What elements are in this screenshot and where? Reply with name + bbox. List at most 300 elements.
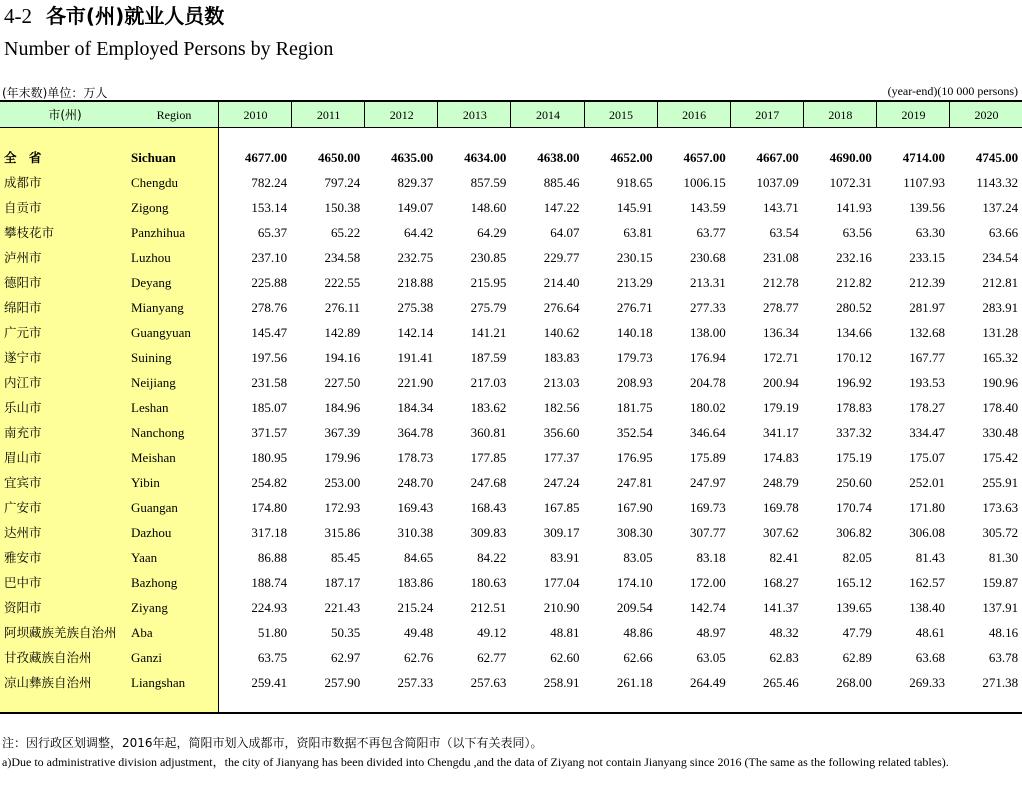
footnote-en: a)Due to administrative division adjustment，the city of Jianyang has been divided into Chengdu ,and the data of Ziyang not contain Jianyang since 2016 (The same as the following related tables). — [2, 755, 949, 769]
value-cell: 248.70 — [397, 475, 434, 490]
value-cell: 168.27 — [763, 575, 799, 590]
value-cell: 221.90 — [397, 375, 434, 390]
row-region-en: Dazhou — [131, 525, 172, 540]
value-cell: 178.27 — [909, 400, 945, 415]
value-cell: 356.60 — [543, 425, 580, 440]
value-cell: 4677.00 — [244, 150, 288, 165]
value-cell: 176.95 — [616, 450, 653, 465]
table-row — [0, 295, 1022, 320]
value-cell: 210.90 — [543, 600, 580, 615]
table-row — [0, 445, 1022, 470]
value-cell: 307.77 — [689, 525, 726, 540]
value-cell: 232.16 — [836, 250, 872, 265]
value-cell: 275.38 — [397, 300, 434, 315]
value-cell: 257.63 — [470, 675, 507, 690]
row-region-en: Nanchong — [131, 425, 185, 440]
value-cell: 214.40 — [543, 275, 580, 290]
value-cell: 175.19 — [836, 450, 872, 465]
header-region: Region — [156, 108, 192, 122]
table-row — [0, 570, 1022, 595]
value-cell: 149.07 — [397, 200, 434, 215]
unit-label-cn: (年末数)单位：万人 — [2, 86, 108, 100]
value-cell: 63.05 — [696, 650, 726, 665]
value-cell: 81.30 — [988, 550, 1019, 565]
value-cell: 169.43 — [397, 500, 434, 515]
value-cell: 230.68 — [689, 250, 726, 265]
row-city-cn: 乐山市 — [4, 400, 42, 415]
value-cell: 137.91 — [982, 600, 1019, 615]
value-cell: 165.12 — [836, 575, 872, 590]
table-row — [0, 495, 1022, 520]
value-cell: 172.00 — [689, 575, 726, 590]
title-cn-text: 各市(州)就业人员数 — [45, 4, 225, 28]
value-cell: 221.43 — [324, 600, 361, 615]
row-city-cn: 眉山市 — [4, 450, 42, 465]
value-cell: 1006.15 — [683, 175, 726, 190]
value-cell: 142.14 — [397, 325, 434, 340]
value-cell: 1072.31 — [829, 175, 872, 190]
value-cell: 179.73 — [616, 350, 653, 365]
value-cell: 142.74 — [689, 600, 726, 615]
value-cell: 50.35 — [330, 625, 361, 640]
value-cell: 264.49 — [689, 675, 726, 690]
header-divider-vertical — [364, 102, 365, 128]
value-cell: 153.14 — [251, 200, 288, 215]
value-cell: 83.18 — [696, 550, 726, 565]
value-cell: 257.33 — [397, 675, 434, 690]
row-region-en: Ziyang — [131, 600, 168, 615]
value-cell: 48.61 — [915, 625, 945, 640]
value-cell: 229.77 — [543, 250, 580, 265]
value-cell: 352.54 — [616, 425, 653, 440]
row-city-cn: 资阳市 — [4, 600, 42, 615]
header-city: 市(州) — [48, 108, 82, 122]
header-year: 2013 — [462, 108, 487, 122]
value-cell: 82.41 — [769, 550, 799, 565]
footnote-cn: 注：因行政区划调整，2016年起，简阳市划入成都市，资阳市数据不再包含简阳市（以下有关表同）。 — [2, 736, 543, 750]
value-cell: 63.56 — [842, 225, 872, 240]
table-row — [0, 670, 1022, 695]
value-cell: 885.46 — [543, 175, 580, 190]
table-row — [0, 345, 1022, 370]
value-cell: 62.66 — [623, 650, 653, 665]
row-city-cn: 巴中市 — [4, 575, 42, 590]
value-cell: 177.04 — [543, 575, 580, 590]
header-divider-vertical — [949, 102, 950, 128]
header-year: 2018 — [828, 108, 853, 122]
value-cell: 213.29 — [616, 275, 653, 290]
table-row — [0, 420, 1022, 445]
value-cell: 48.81 — [550, 625, 580, 640]
value-cell: 247.68 — [470, 475, 507, 490]
page-title-en: Number of Employed Persons by Region — [4, 38, 334, 60]
value-cell: 278.77 — [763, 300, 799, 315]
value-cell: 4634.00 — [464, 150, 507, 165]
value-cell: 307.62 — [763, 525, 799, 540]
row-region-en: Meishan — [131, 450, 176, 465]
header-divider-vertical — [291, 102, 292, 128]
value-cell: 169.73 — [689, 500, 726, 515]
row-region-en: Liangshan — [131, 675, 186, 690]
value-cell: 190.96 — [982, 375, 1019, 390]
value-cell: 4714.00 — [902, 150, 945, 165]
value-cell: 175.07 — [909, 450, 945, 465]
value-cell: 309.83 — [470, 525, 507, 540]
row-city-cn: 雅安市 — [4, 550, 42, 565]
value-cell: 162.57 — [909, 575, 945, 590]
value-cell: 225.88 — [251, 275, 288, 290]
value-cell: 253.00 — [324, 475, 361, 490]
value-cell: 63.54 — [769, 225, 799, 240]
value-cell: 4657.00 — [683, 150, 726, 165]
value-cell: 1143.32 — [976, 175, 1019, 190]
value-cell: 268.00 — [836, 675, 872, 690]
page-title-cn — [4, 4, 224, 28]
value-cell: 140.18 — [616, 325, 653, 340]
value-cell: 215.95 — [470, 275, 507, 290]
value-cell: 281.97 — [909, 300, 945, 315]
value-cell: 65.22 — [330, 225, 361, 240]
value-cell: 168.43 — [470, 500, 507, 515]
value-cell: 134.66 — [836, 325, 872, 340]
row-city-cn: 达州市 — [4, 525, 42, 540]
value-cell: 183.86 — [397, 575, 434, 590]
value-cell: 317.18 — [251, 525, 288, 540]
value-cell: 63.66 — [988, 225, 1019, 240]
value-cell: 139.65 — [836, 600, 872, 615]
value-cell: 145.91 — [616, 200, 653, 215]
value-cell: 62.89 — [842, 650, 872, 665]
value-cell: 231.08 — [763, 250, 799, 265]
value-cell: 4745.00 — [975, 150, 1019, 165]
value-cell: 63.75 — [257, 650, 288, 665]
value-cell: 283.91 — [982, 300, 1019, 315]
value-cell: 252.01 — [909, 475, 945, 490]
value-cell: 82.05 — [842, 550, 872, 565]
value-cell: 234.58 — [324, 250, 361, 265]
row-region-en: Zigong — [131, 200, 169, 215]
value-cell: 143.59 — [689, 200, 726, 215]
value-cell: 165.32 — [982, 350, 1019, 365]
header-year: 2016 — [682, 108, 707, 122]
table-row — [0, 395, 1022, 420]
row-city-cn: 阿坝藏族羌族自治州 — [4, 625, 117, 640]
row-city-cn: 全 省 — [4, 150, 46, 165]
value-cell: 315.86 — [324, 525, 361, 540]
row-region-en: Mianyang — [131, 300, 184, 315]
value-cell: 143.71 — [763, 200, 799, 215]
value-cell: 261.18 — [616, 675, 653, 690]
value-cell: 141.93 — [836, 200, 872, 215]
value-cell: 330.48 — [982, 425, 1019, 440]
table-row — [0, 320, 1022, 345]
row-region-en: Bazhong — [131, 575, 178, 590]
value-cell: 62.76 — [404, 650, 434, 665]
value-cell: 360.81 — [470, 425, 507, 440]
value-cell: 213.03 — [543, 375, 580, 390]
value-cell: 782.24 — [251, 175, 288, 190]
value-cell: 48.16 — [988, 625, 1019, 640]
row-city-cn: 广安市 — [4, 500, 42, 515]
row-region-en: Neijiang — [131, 375, 176, 390]
value-cell: 247.24 — [543, 475, 580, 490]
value-cell: 83.05 — [623, 550, 653, 565]
value-cell: 167.85 — [543, 500, 580, 515]
value-cell: 212.82 — [836, 275, 872, 290]
value-cell: 265.46 — [763, 675, 799, 690]
header-year: 2011 — [316, 108, 341, 122]
value-cell: 62.97 — [330, 650, 361, 665]
table-number: 4-2 — [4, 4, 32, 28]
header-divider-vertical — [657, 102, 658, 128]
table-row — [0, 545, 1022, 570]
table-row — [0, 470, 1022, 495]
value-cell: 4652.00 — [610, 150, 653, 165]
value-cell: 213.31 — [689, 275, 726, 290]
value-cell: 48.86 — [623, 625, 653, 640]
row-region-en: Panzhihua — [131, 225, 186, 240]
row-region-en: Yaan — [131, 550, 158, 565]
header-year: 2012 — [389, 108, 414, 122]
value-cell: 179.19 — [763, 400, 799, 415]
header-year: 2014 — [535, 108, 560, 122]
value-cell: 148.60 — [470, 200, 507, 215]
value-cell: 334.47 — [909, 425, 945, 440]
value-cell: 196.92 — [836, 375, 872, 390]
value-cell: 62.60 — [550, 650, 580, 665]
value-cell: 231.58 — [251, 375, 288, 390]
value-cell: 204.78 — [689, 375, 726, 390]
row-region-en: Aba — [131, 625, 153, 640]
value-cell: 173.63 — [982, 500, 1019, 515]
row-region-en: Guangyuan — [131, 325, 191, 340]
value-cell: 172.71 — [763, 350, 799, 365]
value-cell: 139.56 — [909, 200, 945, 215]
value-cell: 177.37 — [543, 450, 580, 465]
value-cell: 140.62 — [543, 325, 580, 340]
value-cell: 306.82 — [836, 525, 872, 540]
value-cell: 247.81 — [616, 475, 653, 490]
value-cell: 84.22 — [477, 550, 507, 565]
value-cell: 234.54 — [982, 250, 1019, 265]
value-cell: 224.93 — [251, 600, 288, 615]
value-cell: 174.10 — [616, 575, 653, 590]
value-cell: 188.74 — [251, 575, 288, 590]
value-cell: 255.91 — [982, 475, 1019, 490]
value-cell: 184.34 — [397, 400, 434, 415]
row-region-en: Sichuan — [131, 150, 176, 165]
value-cell: 233.15 — [909, 250, 945, 265]
value-cell: 62.83 — [769, 650, 799, 665]
row-city-cn: 遂宁市 — [4, 350, 42, 365]
value-cell: 63.30 — [915, 225, 945, 240]
value-cell: 180.95 — [251, 450, 288, 465]
value-cell: 191.41 — [397, 350, 434, 365]
table-row — [0, 195, 1022, 220]
header-year: 2015 — [609, 108, 634, 122]
table-row — [0, 520, 1022, 545]
value-cell: 145.47 — [251, 325, 288, 340]
row-city-cn: 自贡市 — [4, 200, 42, 215]
row-region-en: Luzhou — [131, 250, 171, 265]
value-cell: 81.43 — [915, 550, 945, 565]
header-divider-vertical — [730, 102, 731, 128]
value-cell: 217.03 — [470, 375, 507, 390]
row-region-en: Deyang — [131, 275, 172, 290]
value-cell: 179.96 — [324, 450, 361, 465]
value-cell: 174.83 — [763, 450, 799, 465]
value-cell: 215.24 — [397, 600, 434, 615]
value-cell: 829.37 — [397, 175, 434, 190]
row-region-en: Yibin — [131, 475, 160, 490]
value-cell: 212.78 — [763, 275, 799, 290]
value-cell: 177.85 — [470, 450, 507, 465]
value-cell: 259.41 — [251, 675, 288, 690]
value-cell: 276.71 — [616, 300, 653, 315]
value-cell: 212.51 — [470, 600, 507, 615]
value-cell: 49.48 — [404, 625, 434, 640]
row-region-en: Guangan — [131, 500, 178, 515]
header-divider-vertical — [584, 102, 585, 128]
header-year: 2019 — [901, 108, 926, 122]
row-city-cn: 攀枝花市 — [4, 225, 55, 240]
value-cell: 276.64 — [543, 300, 580, 315]
value-cell: 310.38 — [397, 525, 434, 540]
value-cell: 174.80 — [251, 500, 288, 515]
value-cell: 170.74 — [836, 500, 872, 515]
value-cell: 63.68 — [915, 650, 945, 665]
value-cell: 131.28 — [982, 325, 1019, 340]
value-cell: 218.88 — [397, 275, 434, 290]
value-cell: 141.37 — [763, 600, 799, 615]
value-cell: 4635.00 — [391, 150, 434, 165]
value-cell: 83.91 — [550, 550, 580, 565]
value-cell: 364.78 — [397, 425, 434, 440]
row-city-cn: 内江市 — [4, 375, 42, 390]
value-cell: 169.78 — [763, 500, 799, 515]
value-cell: 167.77 — [909, 350, 945, 365]
row-city-cn: 成都市 — [4, 175, 42, 190]
value-cell: 63.81 — [623, 225, 653, 240]
header-year: 2010 — [243, 108, 268, 122]
value-cell: 193.53 — [909, 375, 945, 390]
table-row — [0, 220, 1022, 245]
value-cell: 230.15 — [616, 250, 653, 265]
value-cell: 138.40 — [909, 600, 945, 615]
table-row — [0, 170, 1022, 195]
value-cell: 184.96 — [324, 400, 361, 415]
row-city-cn: 泸州市 — [4, 250, 42, 265]
value-cell: 176.94 — [689, 350, 726, 365]
value-cell: 65.37 — [257, 225, 288, 240]
value-cell: 4638.00 — [537, 150, 580, 165]
value-cell: 918.65 — [616, 175, 653, 190]
header-divider-vertical — [510, 102, 511, 128]
table-row-total — [0, 145, 1022, 170]
value-cell: 47.79 — [842, 625, 872, 640]
value-cell: 64.42 — [404, 225, 434, 240]
value-cell: 172.93 — [324, 500, 361, 515]
value-cell: 305.72 — [982, 525, 1019, 540]
value-cell: 159.87 — [982, 575, 1019, 590]
value-cell: 175.42 — [982, 450, 1019, 465]
value-cell: 371.57 — [251, 425, 288, 440]
value-cell: 49.12 — [477, 625, 507, 640]
row-city-cn: 南充市 — [4, 425, 42, 440]
value-cell: 183.83 — [543, 350, 580, 365]
value-cell: 278.76 — [251, 300, 288, 315]
row-region-en: Ganzi — [131, 650, 163, 665]
value-cell: 254.82 — [251, 475, 288, 490]
value-cell: 63.77 — [696, 225, 726, 240]
header-divider-vertical — [437, 102, 438, 128]
value-cell: 51.80 — [257, 625, 288, 640]
value-cell: 183.62 — [470, 400, 507, 415]
value-cell: 208.93 — [616, 375, 653, 390]
value-cell: 4690.00 — [829, 150, 872, 165]
value-cell: 137.24 — [982, 200, 1019, 215]
value-cell: 4667.00 — [756, 150, 799, 165]
value-cell: 62.77 — [477, 650, 507, 665]
value-cell: 277.33 — [689, 300, 726, 315]
header-year: 2017 — [755, 108, 780, 122]
table-row — [0, 270, 1022, 295]
table-row — [0, 370, 1022, 395]
value-cell: 178.83 — [836, 400, 872, 415]
value-cell: 136.34 — [763, 325, 799, 340]
value-cell: 269.33 — [909, 675, 945, 690]
value-cell: 132.68 — [909, 325, 945, 340]
table-row — [0, 245, 1022, 270]
value-cell: 1037.09 — [756, 175, 799, 190]
value-cell: 337.32 — [836, 425, 872, 440]
unit-label-en: (year-end)(10 000 persons) — [887, 84, 1018, 98]
value-cell: 341.17 — [763, 425, 799, 440]
value-cell: 48.32 — [769, 625, 799, 640]
value-cell: 84.65 — [404, 550, 434, 565]
row-city-cn: 宜宾市 — [4, 475, 42, 490]
value-cell: 212.81 — [982, 275, 1019, 290]
table-row — [0, 645, 1022, 670]
value-cell: 247.97 — [689, 475, 726, 490]
value-cell: 141.21 — [470, 325, 507, 340]
value-cell: 232.75 — [397, 250, 434, 265]
value-cell: 308.30 — [616, 525, 653, 540]
value-cell: 857.59 — [470, 175, 507, 190]
value-cell: 309.17 — [543, 525, 580, 540]
value-cell: 181.75 — [616, 400, 653, 415]
table-bottom-rule — [0, 712, 1022, 714]
value-cell: 178.40 — [982, 400, 1019, 415]
value-cell: 257.90 — [324, 675, 361, 690]
header-divider-vertical — [876, 102, 877, 128]
value-cell: 167.90 — [616, 500, 653, 515]
value-cell: 237.10 — [251, 250, 288, 265]
row-region-en: Leshan — [131, 400, 169, 415]
header-divider-vertical — [803, 102, 804, 128]
value-cell: 178.73 — [397, 450, 434, 465]
row-city-cn: 广元市 — [4, 325, 42, 340]
header-year: 2020 — [974, 108, 999, 122]
value-cell: 142.89 — [324, 325, 361, 340]
value-cell: 197.56 — [251, 350, 288, 365]
value-cell: 227.50 — [324, 375, 361, 390]
value-cell: 346.64 — [689, 425, 726, 440]
value-cell: 258.91 — [543, 675, 580, 690]
value-cell: 367.39 — [324, 425, 361, 440]
value-cell: 280.52 — [836, 300, 872, 315]
value-cell: 275.79 — [470, 300, 507, 315]
